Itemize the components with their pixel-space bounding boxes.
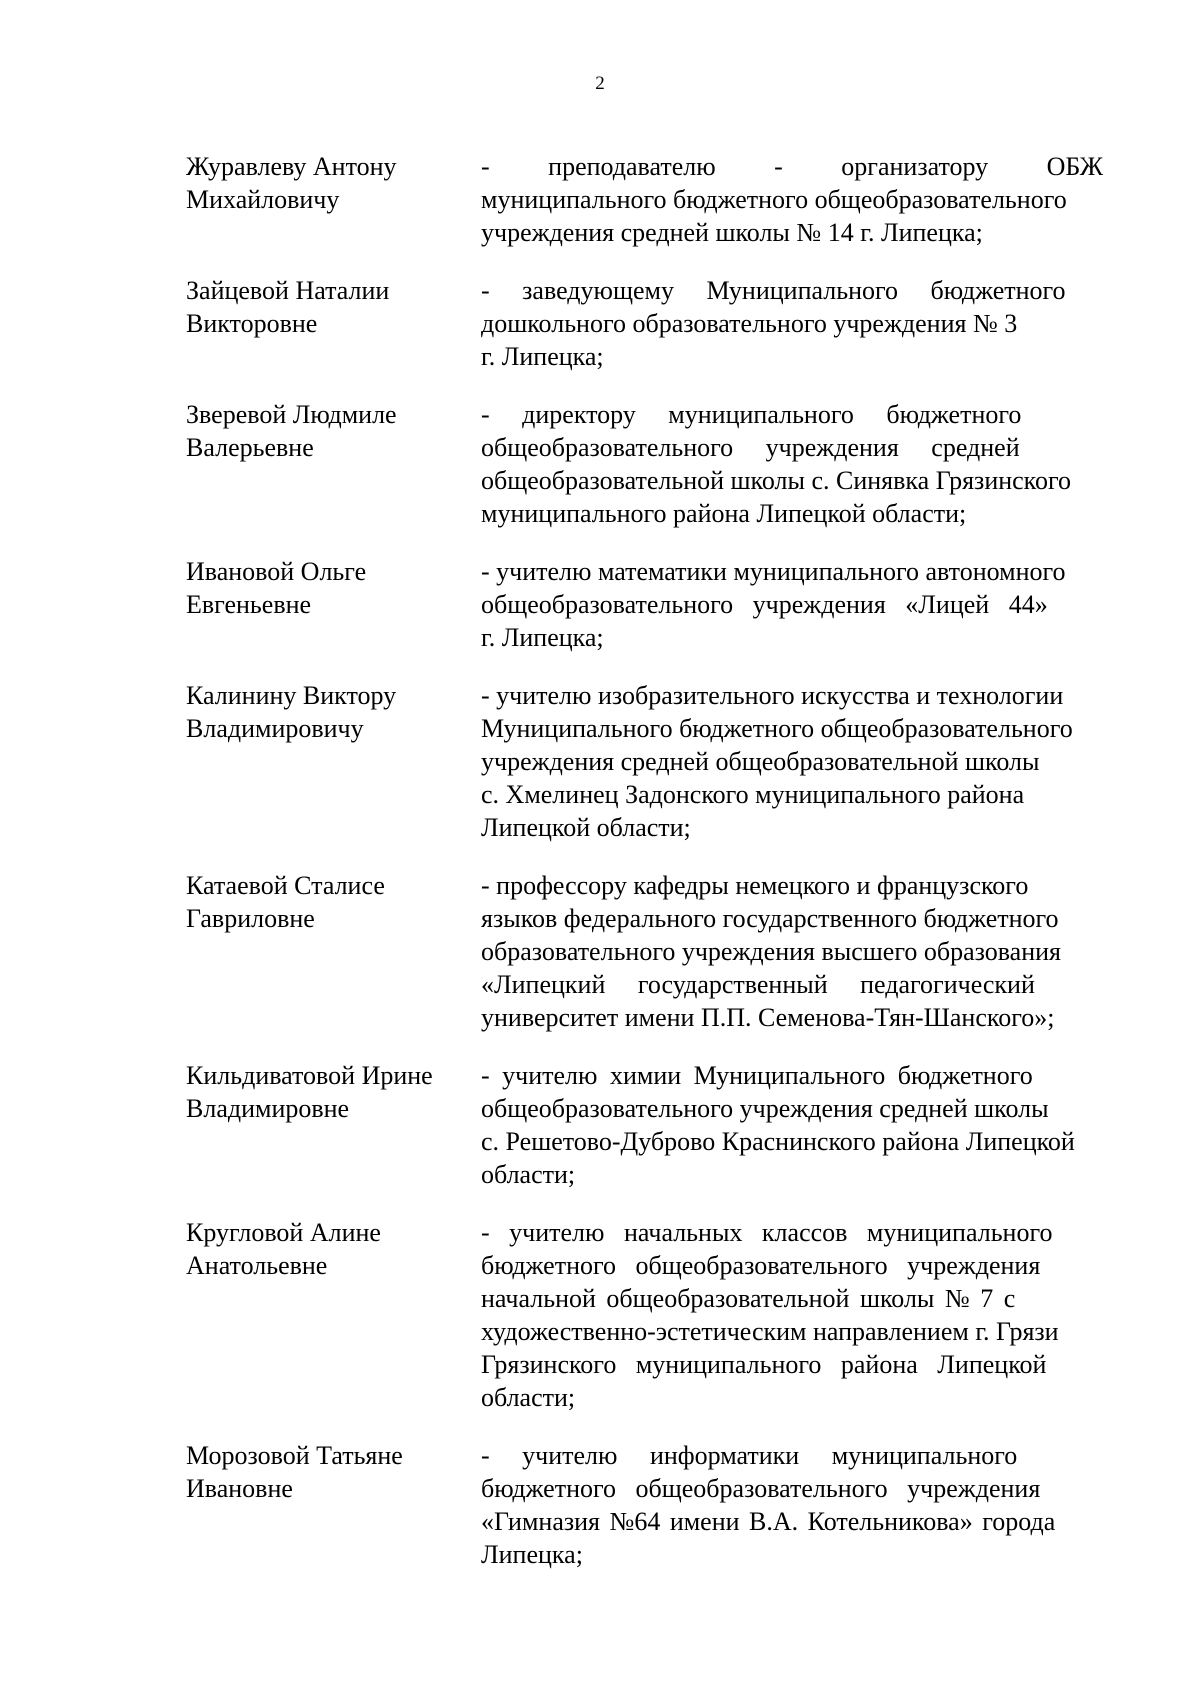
description-line: учреждения средней общеобразовательной школы [481,747,1040,776]
name-line: Владимировне [186,1094,350,1123]
position-description [481,150,1151,249]
person-name [186,869,451,1034]
position-description [481,398,1151,530]
description-line: - учителю химии Муниципального бюджетного [481,1061,1033,1090]
person-name [186,1439,451,1571]
award-list [0,150,1200,1596]
position-description [481,555,1151,654]
description-line: «Липецкий государственный педагогический [481,970,1035,999]
description-line: области; [481,1383,576,1412]
position-description [481,869,1151,1034]
list-item [0,274,1200,373]
list-item [0,1059,1200,1191]
page-number: 2 [595,73,605,94]
list-item [0,869,1200,1034]
list-item [0,1216,1200,1414]
name-line: Катаевой Сталисе [186,871,385,900]
name-line: Викторовне [186,309,318,338]
description-line: муниципального бюджетного общеобразовательного [481,185,1067,214]
description-line: дошкольного образовательного учреждения № 3 [481,309,1018,338]
name-line: Валерьевне [186,433,314,462]
person-name [186,274,451,373]
name-line: Калинину Виктору [186,681,397,710]
person-name [186,1216,451,1414]
description-line: - заведующему Муниципального бюджетного [481,276,1066,305]
description-line: учреждения средней школы № 14 г. Липецка; [481,218,983,247]
description-line: языков федерального государственного бюджетного [481,904,1059,933]
description-line: общеобразовательного учреждения средней школы [481,1094,1049,1123]
name-line: Ивановой Ольге [186,557,367,586]
description-line: с. Хмелинец Задонского муниципального района [481,780,1025,809]
description-line: - учителю начальных классов муниципального [481,1218,1053,1247]
description-line: - профессору кафедры немецкого и французского [481,871,1029,900]
person-name [186,679,451,844]
description-line: - учителю информатики муниципального [481,1441,1018,1470]
description-line: - директору муниципального бюджетного [481,400,1022,429]
name-line: Анатольевне [186,1251,328,1280]
description-line: Липецкой области; [481,813,691,842]
description-line: начальной общеобразовательной школы № 7 с [481,1284,1016,1313]
description-line: художественно-эстетическим направлением г. Грязи [481,1317,1059,1346]
list-item [0,555,1200,654]
person-name [186,150,451,249]
description-line: области; [481,1160,576,1189]
description-line: университет имени П.П. Семенова-Тян-Шанского»; [481,1003,1055,1032]
person-name [186,555,451,654]
position-description [481,1439,1151,1571]
list-item [0,398,1200,530]
position-description [481,1059,1151,1191]
name-line: Евгеньевне [186,590,312,619]
name-line: Зверевой Людмиле [186,400,397,429]
description-line: г. Липецка; [481,342,604,371]
description-line: - преподавателю - организатору ОБЖ [481,152,1104,181]
list-item [0,679,1200,844]
list-item [0,150,1200,249]
description-line: общеобразовательного учреждения средней [481,433,1020,462]
description-line: «Гимназия №64 имени В.А. Котельникова» города [481,1507,1056,1536]
description-line: общеобразовательного учреждения «Лицей 44» [481,590,1048,619]
position-description [481,274,1151,373]
person-name [186,1059,451,1191]
description-line: - учителю изобразительного искусства и технологии [481,681,1064,710]
name-line: Михайловичу [186,185,340,214]
name-line: Владимировичу [186,714,364,743]
description-line: Муниципального бюджетного общеобразовательного [481,714,1073,743]
name-line: Ивановне [186,1474,293,1503]
description-line: Липецка; [481,1540,583,1569]
list-item [0,1439,1200,1571]
description-line: с. Решетово-Дуброво Краснинского района Липецкой [481,1127,1075,1156]
description-line: образовательного учреждения высшего образования [481,937,1061,966]
name-line: Морозовой Татьяне [186,1441,403,1470]
name-line: Журавлеву Антону [186,152,397,181]
name-line: Кильдиватовой Ирине [186,1061,433,1090]
description-line: бюджетного общеобразовательного учреждения [481,1251,1041,1280]
name-line: Зайцевой Наталии [186,276,390,305]
description-line: г. Липецка; [481,623,604,652]
name-line: Кругловой Алине [186,1218,381,1247]
description-line: бюджетного общеобразовательного учреждения [481,1474,1041,1503]
description-line: - учителю математики муниципального автономного [481,557,1066,586]
description-line: муниципального района Липецкой области; [481,499,967,528]
name-line: Гавриловне [186,904,315,933]
position-description [481,1216,1151,1414]
description-line: общеобразовательной школы с. Синявка Грязинского [481,466,1072,495]
person-name [186,398,451,530]
description-line: Грязинского муниципального района Липецкой [481,1350,1047,1379]
position-description [481,679,1151,844]
